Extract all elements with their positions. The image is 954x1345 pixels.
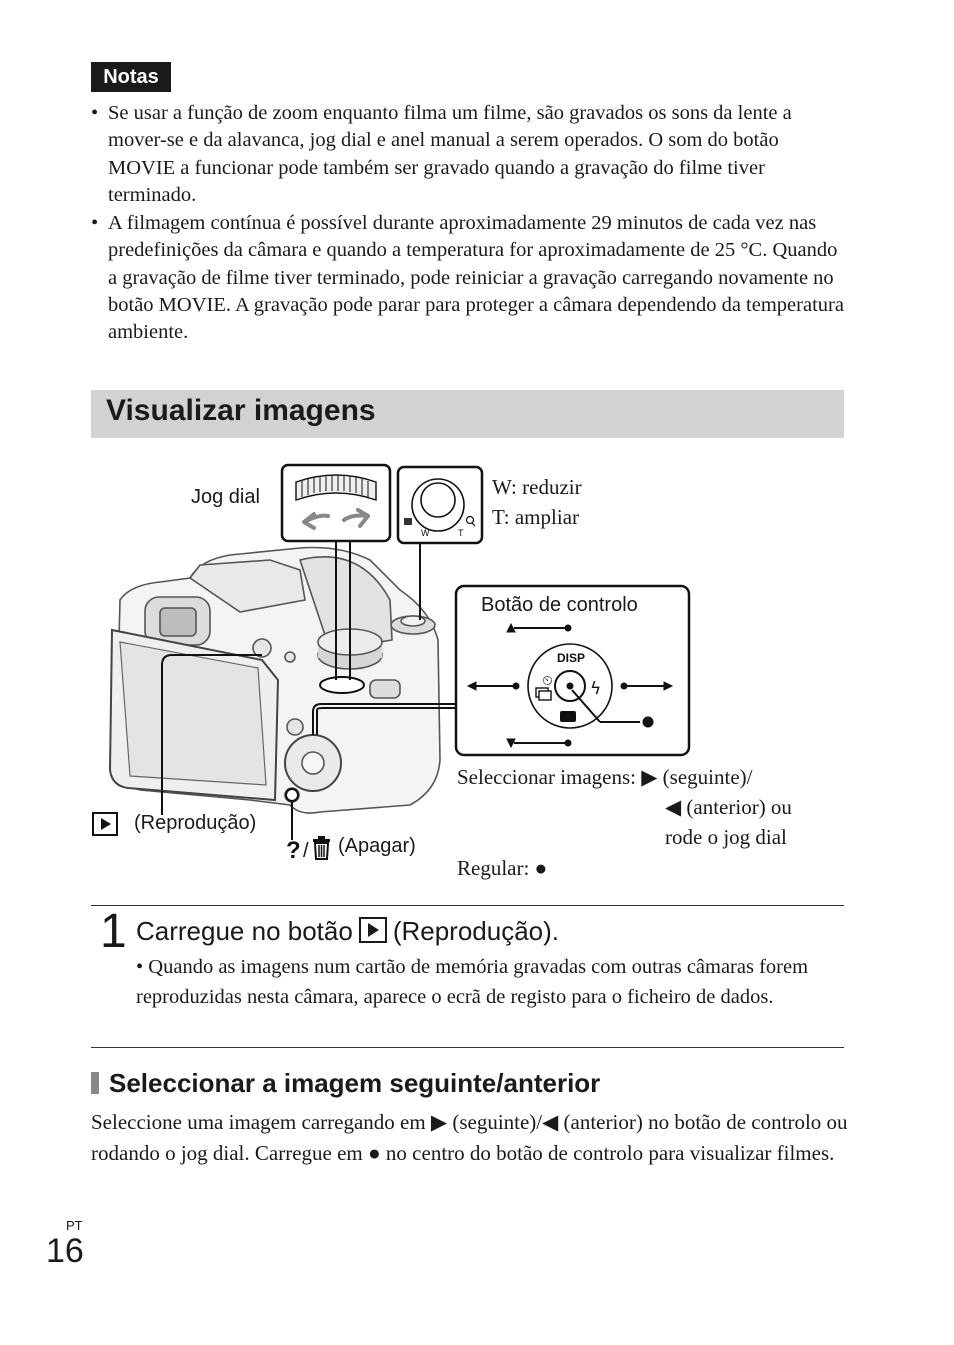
bullet: • <box>91 212 99 234</box>
step-number: 1 <box>100 905 127 958</box>
zoom-lever-inset <box>398 467 482 543</box>
svg-text:⏲: ⏲ <box>542 673 553 689</box>
note-text-2: A filmagem contínua é possível durante aproximadamente 29 minutos de cada vez nas predefinições da câmara e quando a temperatura for aproximadamente de 25 °C. Quando a gravação de filme tiver terminado, pode reiniciar a gravação carregando novamente no botão MOVIE. A gravação pode parar para proteger a câmara dependendo da temperatura ambiente. <box>108 212 844 344</box>
select-label-3: rode o jog dial <box>665 825 787 849</box>
subsection-title: Seleccionar a imagem seguinte/anterior <box>109 1068 601 1098</box>
note-item-1 <box>91 100 846 209</box>
select-label-2: ◀ (anterior) ou <box>665 795 792 819</box>
step-title-pre: Carregue no botão <box>136 916 353 946</box>
step-bottom-rule <box>91 1047 844 1048</box>
page-language: PT <box>66 1218 83 1233</box>
step-top-rule <box>91 905 844 906</box>
notes-badge: Notas <box>91 62 171 92</box>
playback-label: (Reprodução) <box>134 812 257 834</box>
step-bullet: • Quando as imagens num cartão de memória gravadas com outras câmaras forem reproduzidas nesta câmara, aparece o ecrã de registo para o ficheiro de dados. <box>136 956 809 1008</box>
playback-icon <box>92 812 119 837</box>
heading-marker <box>91 1072 99 1094</box>
lever-w-label: W <box>421 528 430 538</box>
camera-body-drawing <box>110 548 440 814</box>
set-label: Regular: ● <box>457 856 548 880</box>
help-trash-icon <box>286 835 336 863</box>
disp-label: DISP <box>557 651 586 665</box>
section-title: Visualizar imagens <box>106 394 376 427</box>
playback-button-icon <box>359 917 387 943</box>
zoom-t-label: T: ampliar <box>492 505 580 529</box>
select-label-1: Seleccionar imagens: ▶ (seguinte)/ <box>457 765 753 789</box>
jog-dial-inset <box>282 465 390 541</box>
svg-text:/: / <box>303 840 309 862</box>
step-title <box>136 916 559 947</box>
delete-label: (Apagar) <box>338 835 416 857</box>
page-number: 16 <box>46 1232 84 1270</box>
subsection-heading <box>91 1068 600 1099</box>
jog-dial-label: Jog dial <box>191 486 260 508</box>
subsection-body: Seleccione uma imagem carregando em ▶ (seguinte)/◀ (anterior) no botão de controlo ou rodando o jog dial. Carregue em ● no centro do botão de controlo para visualizar filmes. <box>91 1110 848 1165</box>
svg-text:ϟ: ϟ <box>590 679 602 699</box>
bullet: • <box>91 102 99 124</box>
zoom-w-label: W: reduzir <box>492 475 582 499</box>
section-header <box>91 390 844 438</box>
note-text-1: Se usar a função de zoom enquanto filma um filme, são gravados os sons da lente a mover-se e da alavanca, jog dial e anel manual a serem operados. O som do botão MOVIE a funcionar pode também ser gravado quando a gravação do filme tiver terminado. <box>108 102 792 206</box>
svg-text:?: ? <box>286 837 301 863</box>
note-item-2 <box>91 210 846 346</box>
step-title-post: (Reprodução). <box>392 916 560 946</box>
control-button-label: Botão de controlo <box>481 594 638 616</box>
lever-t-label: T <box>458 528 464 538</box>
